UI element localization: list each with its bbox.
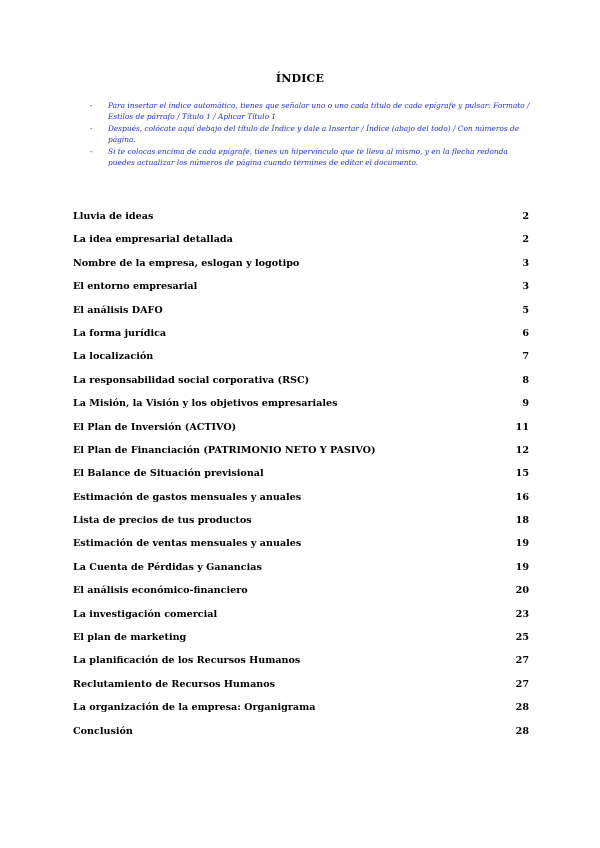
toc-entry-page: 12 xyxy=(515,444,529,456)
toc-entry[interactable] xyxy=(73,702,529,725)
toc-entry-page: 28 xyxy=(515,725,529,737)
toc-entry-page: 11 xyxy=(515,421,529,433)
toc-entry[interactable] xyxy=(73,305,529,328)
toc-entry-page: 19 xyxy=(515,538,529,550)
toc-entry-title[interactable]: El Plan de Inversión (ACTIVO) xyxy=(73,421,237,433)
toc-entry-page: 3 xyxy=(522,257,529,269)
toc-entry-title[interactable]: La Cuenta de Pérdidas y Ganancias xyxy=(73,561,262,573)
toc-entry-page: 25 xyxy=(515,632,529,644)
toc-entry[interactable] xyxy=(73,422,529,445)
toc-entry[interactable] xyxy=(73,515,529,538)
toc-entry-page: 3 xyxy=(522,281,529,293)
bullet: - xyxy=(90,101,93,110)
toc-entry[interactable] xyxy=(73,562,529,585)
toc-entry-page: 27 xyxy=(515,678,529,690)
toc-entry-title[interactable]: La localización xyxy=(73,351,154,363)
toc-entry-title[interactable]: La planificación de los Recursos Humanos xyxy=(73,655,301,667)
toc-entry-title[interactable]: El análisis económico-financiero xyxy=(73,585,248,597)
toc-entry[interactable] xyxy=(73,585,529,608)
toc-entry[interactable] xyxy=(73,679,529,702)
toc-entry-page: 28 xyxy=(515,702,529,714)
toc-entry-page: 5 xyxy=(522,304,529,316)
toc-entry-page: 19 xyxy=(515,561,529,573)
toc-entry[interactable] xyxy=(73,234,529,257)
toc-entry-title[interactable]: El Balance de Situación previsional xyxy=(73,468,264,480)
toc-entry-page: 9 xyxy=(522,398,529,410)
toc-entry-title[interactable]: La idea empresarial detallada xyxy=(73,234,233,246)
instruction-item xyxy=(90,100,530,122)
toc-entry[interactable] xyxy=(73,632,529,655)
toc-entry-page: 27 xyxy=(515,655,529,667)
bullet: - xyxy=(90,124,93,133)
toc-entry-page: 7 xyxy=(522,351,529,363)
toc-entry-page: 2 xyxy=(522,234,529,246)
instruction-item xyxy=(90,146,530,168)
toc-entry[interactable] xyxy=(73,375,529,398)
toc-entry[interactable] xyxy=(73,328,529,351)
toc-entry-page: 18 xyxy=(515,515,529,527)
toc-entry-page: 23 xyxy=(515,608,529,620)
toc-entry[interactable] xyxy=(73,445,529,468)
toc-entry-title[interactable]: El análisis DAFO xyxy=(73,304,163,316)
toc-entry[interactable] xyxy=(73,351,529,374)
toc-entry[interactable] xyxy=(73,726,529,749)
table-of-contents xyxy=(73,211,529,749)
bullet: - xyxy=(90,147,93,156)
toc-entry-title[interactable]: Conclusión xyxy=(73,725,133,737)
toc-entry-page: 8 xyxy=(522,374,529,386)
toc-entry-page: 20 xyxy=(515,585,529,597)
instruction-item xyxy=(90,123,530,145)
toc-entry-title[interactable]: La investigación comercial xyxy=(73,608,218,620)
toc-entry[interactable] xyxy=(73,281,529,304)
toc-entry-page: 6 xyxy=(522,327,529,339)
toc-entry[interactable] xyxy=(73,538,529,561)
toc-entry-title[interactable]: Estimación de ventas mensuales y anuales xyxy=(73,538,302,550)
toc-entry[interactable] xyxy=(73,211,529,234)
toc-entry[interactable] xyxy=(73,492,529,515)
toc-entry[interactable] xyxy=(73,655,529,678)
toc-entry-page: 15 xyxy=(515,468,529,480)
toc-entry-title[interactable]: El entorno empresarial xyxy=(73,281,198,293)
toc-entry-title[interactable]: Nombre de la empresa, eslogan y logotipo xyxy=(73,257,300,269)
instruction-text: Si te colocas encima de cada epígrafe, tienes un hipervínculo que te lleva al mismo, y en la flecha redonda puedes actualizar los números de página cuando termines de editar el documento. xyxy=(108,147,508,167)
toc-entry[interactable] xyxy=(73,468,529,491)
toc-entry-title[interactable]: Estimación de gastos mensuales y anuales xyxy=(73,491,302,503)
instruction-text: Después, colócate aquí debajo del título de Índice y dale a Insertar / Índice (abajo del todo) / Con números de página. xyxy=(108,124,520,144)
instructions-list xyxy=(90,100,530,169)
toc-entry-page: 16 xyxy=(515,491,529,503)
toc-entry-title[interactable]: La Misión, la Visión y los objetivos empresariales xyxy=(73,398,338,410)
toc-entry[interactable] xyxy=(73,258,529,281)
toc-entry-title[interactable]: El Plan de Financiación (PATRIMONIO NETO Y PASIVO) xyxy=(73,444,376,456)
toc-entry-title[interactable]: La organización de la empresa: Organigrama xyxy=(73,702,316,714)
toc-entry-title[interactable]: Lista de precios de tus productos xyxy=(73,515,252,527)
toc-entry-title[interactable]: Lluvia de ideas xyxy=(73,211,154,222)
toc-entry-title[interactable]: La forma jurídica xyxy=(73,327,167,339)
toc-entry[interactable] xyxy=(73,609,529,632)
page-title: ÍNDICE xyxy=(275,72,325,85)
instruction-text: Para insertar el índice automático, tienes que señalar uno o uno cada título de cada epígrafe y pulsar: Formato / Estilos de párrafo / Título 1 / Aplicar Título 1 xyxy=(108,101,530,121)
toc-entry-title[interactable]: Reclutamiento de Recursos Humanos xyxy=(73,678,276,690)
toc-entry-page: 2 xyxy=(522,211,529,222)
toc-entry-title[interactable]: El plan de marketing xyxy=(73,632,187,644)
toc-entry[interactable] xyxy=(73,398,529,421)
toc-entry-title[interactable]: La responsabilidad social corporativa (RSC) xyxy=(73,374,310,386)
